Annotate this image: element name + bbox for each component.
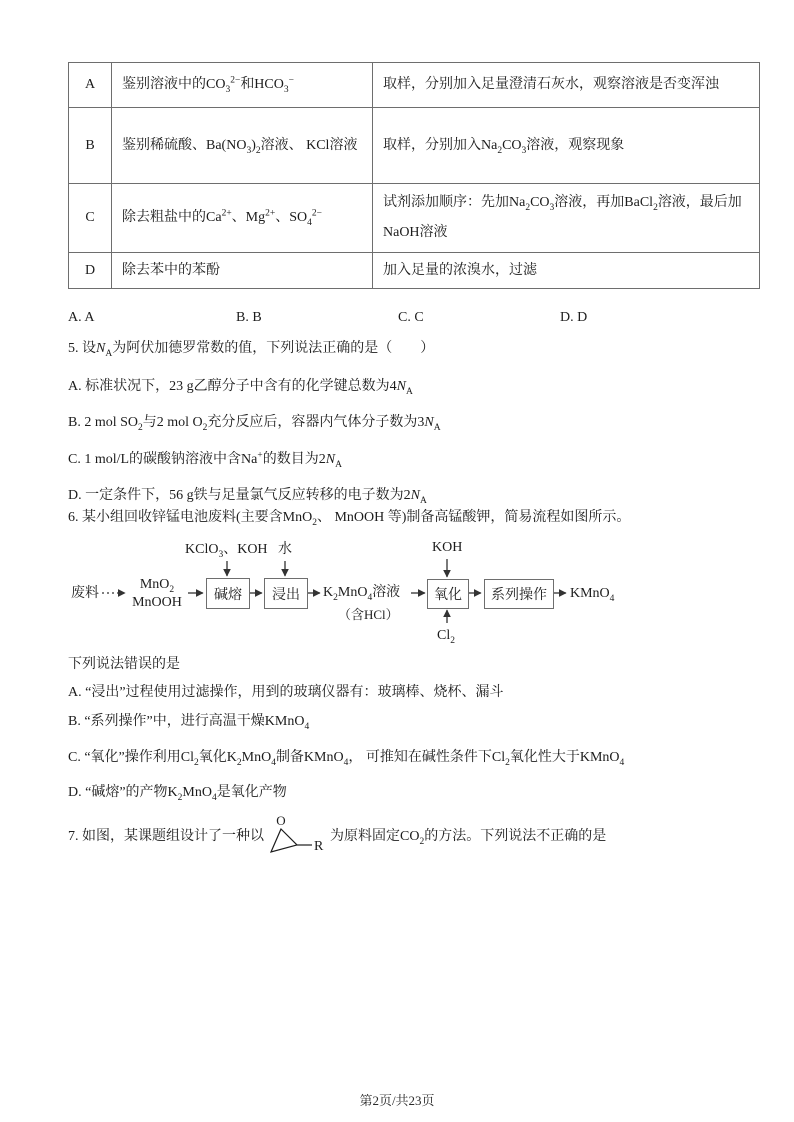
row-letter: B: [69, 108, 112, 184]
epoxide-o-label: O: [276, 813, 286, 828]
q6-option-c: C. “氧化”操作利用$Cl_2$氧化$K_2MnO_4$制备KMnO$_4$， 可推知在碱性条件下$Cl_2$氧化性大于KMnO$_4$: [68, 750, 625, 768]
row-operation: 取样，分别加入足量澄清石灰水，观察溶液是否变浑浊: [373, 63, 760, 108]
table-row: [69, 108, 760, 184]
flow-box-oxidation: 氧化: [427, 579, 469, 609]
table-row: [69, 253, 760, 289]
q6-option-d: D. “碱熔”的产物$K_2MnO_4$是氧化产物: [68, 785, 287, 803]
flow-box-leaching: 浸出: [264, 578, 308, 609]
row-operation: 加入足量的浓溴水，过滤: [373, 253, 760, 289]
flow-box-series-ops: 系列操作: [484, 579, 554, 609]
q6-stem: 6. 某小组回收锌锰电池废料(主要含MnO$_2$、 MnOOH 等)制备高锰酸钾，简易流程如图所示。: [68, 510, 631, 528]
flow-input-kclo3-koh: KClO$_3$、KOH: [185, 542, 268, 560]
answer-option-d: D. D: [560, 310, 588, 325]
q6-note: 下列说法错误的是: [68, 657, 180, 672]
flow-mid-solution: $K_2MnO_4$溶液: [323, 585, 401, 603]
flow-feed-label: MnO$_2$ MnOOH: [132, 577, 182, 610]
answer-option-b: B. B: [236, 310, 262, 325]
flow-input-koh: KOH: [432, 540, 463, 555]
q7-stem-prefix: 7. 如图，某课题组设计了一种以: [68, 829, 264, 844]
answer-option-c: C. C: [398, 310, 424, 325]
answer-option-a: A. A: [68, 310, 95, 325]
row-purpose: 除去苯中的苯酚: [112, 253, 373, 289]
row-purpose: 鉴别溶液中的$CO_3^{2-}$和$HCO_3^-$: [112, 63, 373, 108]
row-operation: 试剂添加顺序：先加$Na_2CO_3$溶液，再加BaCl$_2$溶液，最后加NaOH溶液: [373, 184, 760, 253]
flow-start-label: 废料: [71, 586, 99, 601]
q5-option-b: B. 2 mol $SO_2$与2 mol $O_2$充分反应后，容器内气体分子数为$3N_A$: [68, 415, 441, 433]
flow-input-water: 水: [278, 542, 292, 557]
row-purpose: 鉴别稀硫酸、$Ba(NO_3)_2$溶液、 KCl溶液: [112, 108, 373, 184]
row-purpose: 除去粗盐中的$Ca^{2+}$、$Mg^{2+}$、$SO_4^{2-}$: [112, 184, 373, 253]
row-letter: A: [69, 63, 112, 108]
q5-stem: 5. 设$N_A$为阿伏加德罗常数的值，下列说法正确的是（ ）: [68, 341, 435, 359]
process-flowchart: [66, 536, 686, 648]
page-number: 第2页/共23页: [359, 1093, 435, 1108]
q5-option-d: D. 一定条件下，56 g铁与足量氯气反应转移的电子数为$2N_A$: [68, 488, 427, 506]
epoxide-structure: [266, 812, 328, 858]
q7-stem: [68, 810, 606, 860]
answer-options-row: [68, 310, 728, 330]
q6-option-b: B. “系列操作”中，进行高温干燥KMnO$_4$: [68, 714, 310, 732]
flow-product-label: KMnO$_4$: [570, 586, 615, 604]
flow-input-cl2: $Cl_2$: [437, 628, 455, 646]
row-letter: D: [69, 253, 112, 289]
q5-option-a: A. 标准状况下，23 g乙醇分子中含有的化学键总数为$4N_A$: [68, 379, 413, 397]
q7-stem-suffix: 为原料固定$CO_2$的方法。下列说法不正确的是: [330, 829, 607, 847]
q5-option-c: C. 1 mol/L的碳酸钠溶液中含Na+的数目为$2N_A$: [68, 450, 342, 470]
row-operation: 取样，分别加入$Na_2CO_3$溶液，观察现象: [373, 108, 760, 184]
flow-mid-note: （含HCl）: [338, 607, 399, 622]
table-row: [69, 63, 760, 108]
epoxide-r-label: R: [314, 839, 324, 854]
q6-option-a: A. “浸出”过程使用过滤操作，用到的玻璃仪器有：玻璃棒、烧杯、漏斗: [68, 685, 504, 700]
table-row: [69, 184, 760, 253]
flow-box-alkali-fusion: 碱熔: [206, 578, 250, 609]
experiment-table: [68, 62, 760, 289]
row-letter: C: [69, 184, 112, 253]
